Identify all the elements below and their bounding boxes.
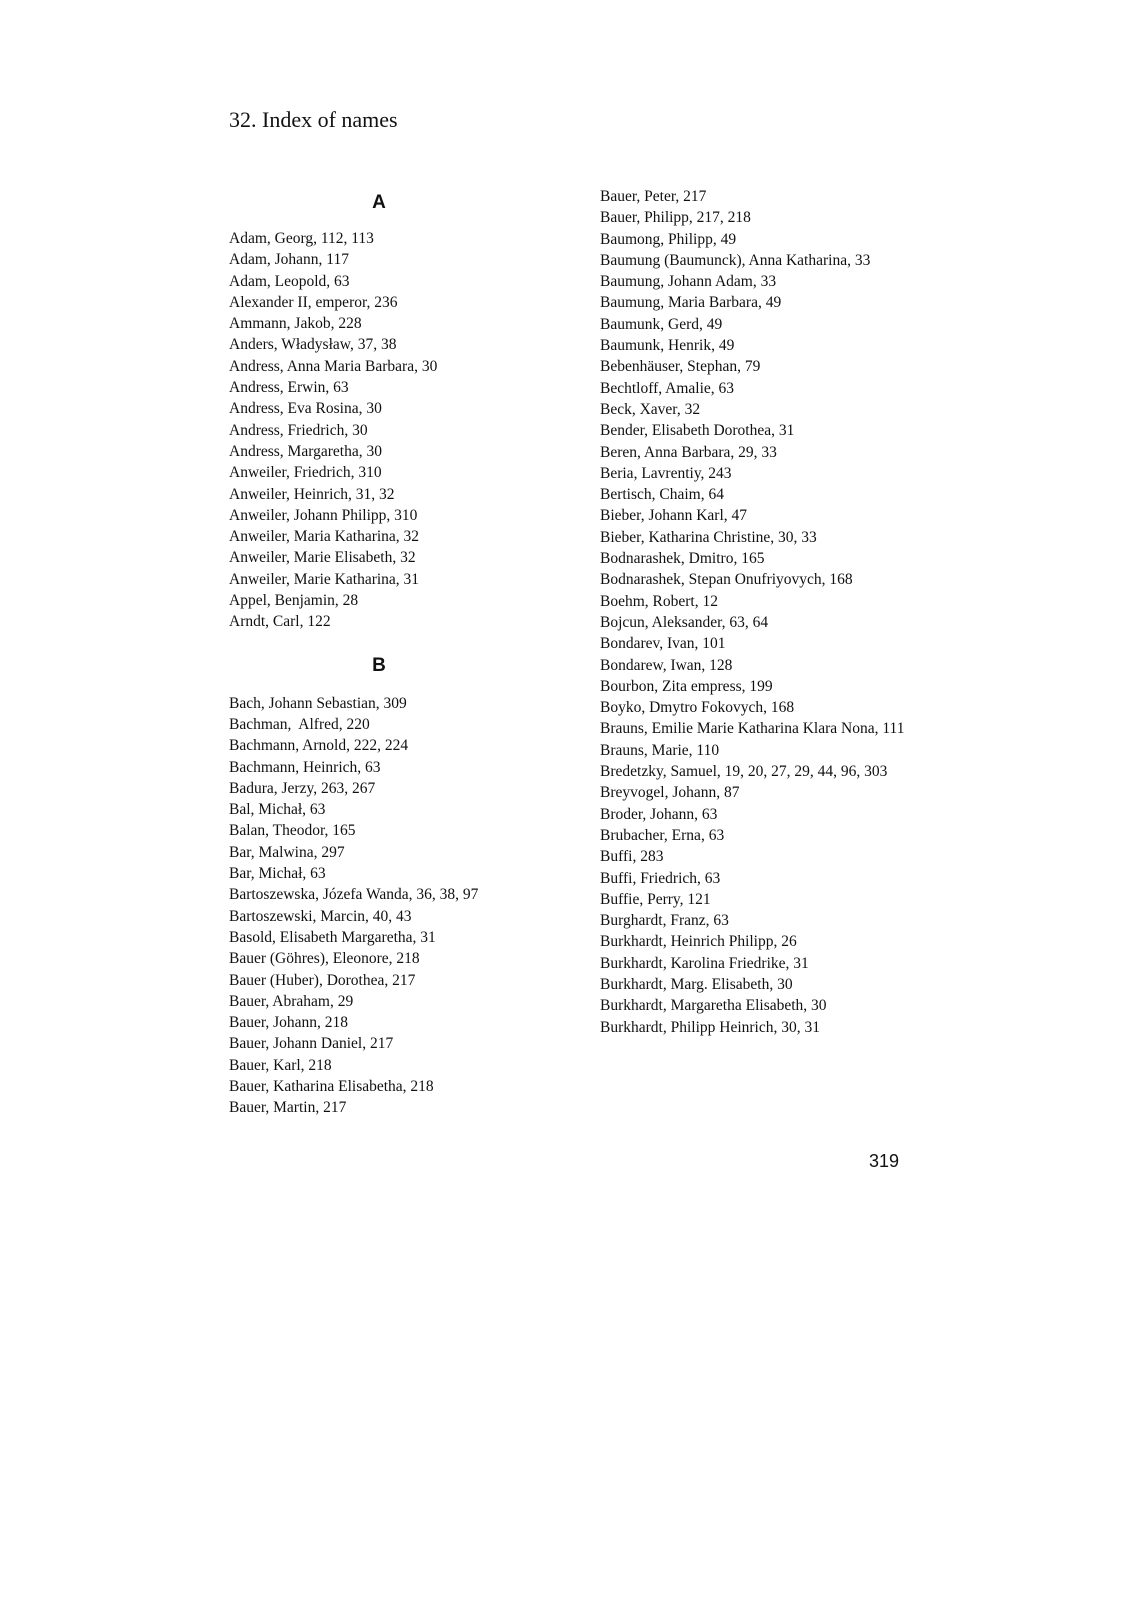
- index-entry: Bender, Elisabeth Dorothea, 31: [600, 422, 795, 440]
- index-entry: Bachman, Alfred, 220: [229, 715, 370, 733]
- index-entry: Brauns, Marie, 110: [600, 741, 720, 759]
- index-entry: Bieber, Johann Karl, 47: [600, 507, 748, 525]
- index-entry: Ammann, Jakob, 228: [229, 315, 362, 333]
- section-letter-a: A: [372, 192, 386, 213]
- index-entry: Basold, Elisabeth Margaretha, 31: [229, 928, 436, 946]
- index-entry: Anders, Władysław, 37, 38: [229, 336, 397, 354]
- index-entry: Brauns, Emilie Marie Katharina Klara Nona, 111: [600, 720, 905, 738]
- index-entry: Andress, Margaretha, 30: [229, 442, 382, 460]
- index-entry: Burkhardt, Margaretha Elisabeth, 30: [600, 997, 827, 1015]
- index-entry: Brubacher, Erna, 63: [600, 826, 725, 844]
- index-entry: Bachmann, Heinrich, 63: [229, 758, 381, 776]
- index-entry: Bodnarashek, Dmitro, 165: [600, 550, 765, 568]
- index-entry: Andress, Eva Rosina, 30: [229, 400, 382, 418]
- index-entry: Anweiler, Friedrich, 310: [229, 464, 382, 482]
- index-entry: Bondarew, Iwan, 128: [600, 656, 733, 674]
- index-entry: Bechtloff, Amalie, 63: [600, 379, 735, 397]
- index-entry: Appel, Benjamin, 28: [229, 592, 359, 610]
- page-number: 319: [869, 1151, 900, 1171]
- index-entry: Buffi, Friedrich, 63: [600, 869, 721, 887]
- index-entry: Beren, Anna Barbara, 29, 33: [600, 443, 777, 461]
- index-entry: Boehm, Robert, 12: [600, 592, 718, 610]
- index-entry: Broder, Johann, 63: [600, 805, 718, 823]
- index-entry: Bauer, Johann Daniel, 217: [229, 1035, 394, 1053]
- index-entry: Bauer, Karl, 218: [229, 1056, 332, 1074]
- index-entry: Boyko, Dmytro Fokovych, 168: [600, 699, 795, 717]
- index-entry: Bieber, Katharina Christine, 30, 33: [600, 528, 817, 546]
- index-entry: Anweiler, Marie Katharina, 31: [229, 570, 420, 588]
- index-left-column: [229, 191, 529, 1119]
- index-entry: Anweiler, Heinrich, 31, 32: [229, 485, 395, 503]
- index-entry: Baumung, Johann Adam, 33: [600, 273, 777, 291]
- index-entry: Beck, Xaver, 32: [600, 400, 701, 418]
- index-entry: Bondarev, Ivan, 101: [600, 635, 726, 653]
- index-entry: Baumong, Philipp, 49: [600, 230, 737, 248]
- index-right-column: [600, 186, 920, 1038]
- index-entry: Bal, Michał, 63: [229, 801, 326, 819]
- section-letter-b: B: [372, 654, 386, 676]
- index-entry: Beria, Lavrentiy, 243: [600, 464, 732, 482]
- index-entry: Adam, Leopold, 63: [229, 272, 350, 290]
- index-entry: Adam, Georg, 112, 113: [229, 230, 374, 247]
- index-entry: Baumung (Baumunck), Anna Katharina, 33: [600, 251, 871, 269]
- index-entry: Bauer, Abraham, 29: [229, 992, 354, 1010]
- index-entry: Burkhardt, Heinrich Philipp, 26: [600, 933, 797, 951]
- index-entry: Baumung, Maria Barbara, 49: [600, 294, 782, 312]
- index-entry: Andress, Friedrich, 30: [229, 421, 368, 439]
- index-entry: Anweiler, Marie Elisabeth, 32: [229, 549, 416, 567]
- index-entry: Bauer (Göhres), Eleonore, 218: [229, 950, 420, 968]
- index-entry: Arndt, Carl, 122: [229, 613, 331, 631]
- index-entry: Buffi, 283: [600, 848, 664, 866]
- index-entry: Anweiler, Maria Katharina, 32: [229, 528, 420, 546]
- index-entry: Buffie, Perry, 121: [600, 890, 711, 908]
- index-entry: Bredetzky, Samuel, 19, 20, 27, 29, 44, 96, 303: [600, 763, 888, 781]
- index-entry: Andress, Erwin, 63: [229, 379, 349, 397]
- index-entry: Bauer, Johann, 218: [229, 1014, 349, 1032]
- index-entry: Bauer, Martin, 217: [229, 1099, 347, 1117]
- index-entry: Bartoszewska, Józefa Wanda, 36, 38, 97: [229, 886, 479, 904]
- index-entry: Adam, Johann, 117: [229, 251, 349, 269]
- index-entry: Baumunk, Gerd, 49: [600, 315, 723, 333]
- section-b-entries: [229, 693, 529, 1119]
- index-entry: Bauer (Huber), Dorothea, 217: [229, 971, 416, 989]
- index-entry: Bar, Michał, 63: [229, 865, 326, 883]
- index-entry: Andress, Anna Maria Barbara, 30: [229, 357, 438, 375]
- index-entry: Bauer, Peter, 217: [600, 188, 707, 205]
- index-entry: Anweiler, Johann Philipp, 310: [229, 506, 418, 524]
- index-entry: Bauer, Katharina Elisabetha, 218: [229, 1077, 434, 1095]
- index-entry: Balan, Theodor, 165: [229, 822, 356, 840]
- section-a-entries: [229, 228, 529, 633]
- right-column-entries: [600, 186, 920, 1038]
- index-entry: Burkhardt, Karolina Friedrike, 31: [600, 954, 809, 972]
- page-title: 32. Index of names: [229, 107, 398, 132]
- index-entry: Baumunk, Henrik, 49: [600, 337, 735, 355]
- index-entry: Burkhardt, Philipp Heinrich, 30, 31: [600, 1018, 820, 1036]
- index-entry: Bartoszewski, Marcin, 40, 43: [229, 907, 412, 925]
- index-entry: Breyvogel, Johann, 87: [600, 784, 740, 802]
- index-entry: Bauer, Philipp, 217, 218: [600, 209, 751, 227]
- index-entry: Alexander II, emperor, 236: [229, 293, 398, 311]
- index-entry: Bach, Johann Sebastian, 309: [229, 694, 407, 712]
- index-entry: Bojcun, Aleksander, 63, 64: [600, 613, 769, 631]
- index-entry: Bachmann, Arnold, 222, 224: [229, 737, 409, 755]
- index-entry: Burkhardt, Marg. Elisabeth, 30: [600, 975, 793, 993]
- index-entry: Bourbon, Zita empress, 199: [600, 677, 773, 695]
- index-entry: Bodnarashek, Stepan Onufriyovych, 168: [600, 571, 853, 589]
- index-entry: Bertisch, Chaim, 64: [600, 486, 724, 504]
- index-entry: Burghardt, Franz, 63: [600, 912, 729, 930]
- index-entry: Bar, Malwina, 297: [229, 843, 345, 861]
- index-entry: Bebenhäuser, Stephan, 79: [600, 358, 761, 376]
- index-entry: Badura, Jerzy, 263, 267: [229, 779, 376, 797]
